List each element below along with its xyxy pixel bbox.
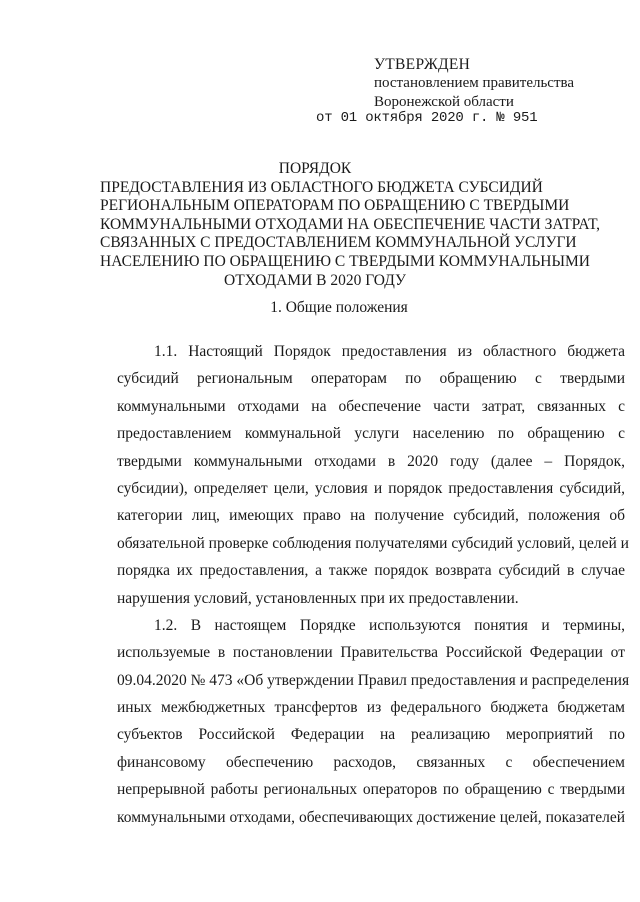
paragraph-1-1 [117,338,629,612]
document-title-line: НАСЕЛЕНИЮ ПО ОБРАЩЕНИЮ С ТВЕРДЫМИ КОММУНАЛЬНЫМИ [100,252,590,270]
text-line: предоставлением коммунальной услуги населению по обращению с [117,425,625,443]
section-heading: 1. Общие положения [270,299,408,316]
text-line: коммунальными отходами, обеспечивающих достижение целей, показателей [117,808,625,826]
document-title-line: ПРЕДОСТАВЛЕНИЯ ИЗ ОБЛАСТНОГО БЮДЖЕТА СУБСИДИЙ [100,178,543,196]
text-line: 1.2. В настоящем Порядке используются понятия и термины, [154,616,625,634]
text-line: порядка их предоставления, а также порядок возврата субсидий в случае [117,562,625,580]
approval-title: УТВЕРЖДЕН [374,56,471,73]
text-line: иных межбюджетных трансфертов из федерального бюджета бюджетам [117,699,625,717]
approval-region: Воронежской области [374,94,514,110]
paragraph-1-2 [117,612,630,831]
approval-stamp [374,55,574,112]
text-line: 1.1. Настоящий Порядок предоставления из областного бюджета [154,343,625,360]
document-title-line: СВЯЗАННЫХ С ПРЕДОСТАВЛЕНИЕМ КОММУНАЛЬНОЙ УСЛУГИ [100,234,577,252]
document-title-line: КОММУНАЛЬНЫМИ ОТХОДАМИ НА ОБЕСПЕЧЕНИЕ ЧАСТИ ЗАТРАТ, [100,215,600,233]
approval-authority: постановлением правительства [374,75,575,91]
document-title-line: ПОРЯДОК [278,160,352,177]
text-line: субсидий региональным операторам по обращению с твердыми [117,370,625,388]
text-line: категории лиц, имеющих право на получение субсидий, положения об [117,507,625,525]
document-title-line: ОТХОДАМИ В 2020 ГОДУ [224,271,406,289]
text-line: финансовому обеспечению расходов, связанных с обеспечением [117,753,625,771]
text-line: твердыми коммунальными отходами в 2020 году (далее – Порядок, [117,452,625,470]
document-body [117,338,630,831]
text-line: обязательной проверке соблюдения получателями субсидий условий, целей и [117,534,629,552]
document-title-line: РЕГИОНАЛЬНЫМ ОПЕРАТОРАМ ПО ОБРАЩЕНИЮ С ТВЕРДЫМИ [100,197,570,215]
text-line: непрерывной работы региональных операторов по обращению с твердыми [117,781,625,799]
text-line: субъектов Российской Федерации на реализацию мероприятий по [117,726,625,744]
text-line: коммунальными отходами на обеспечение части затрат, связанных с [117,397,625,415]
text-line: используемые в постановлении Правительства Российской Федерации от [117,644,625,662]
approval-date: от 01 октября 2020 г. № 951 [316,110,538,126]
text-line: нарушения условий, установленных при их предоставлении. [117,589,519,607]
text-line: 09.04.2020 № 473 «Об утверждении Правил предоставления и распределения [117,671,630,689]
document-title [100,160,600,290]
text-line: субсидии), определяет цели, условия и порядок предоставления субсидий, [117,479,625,497]
